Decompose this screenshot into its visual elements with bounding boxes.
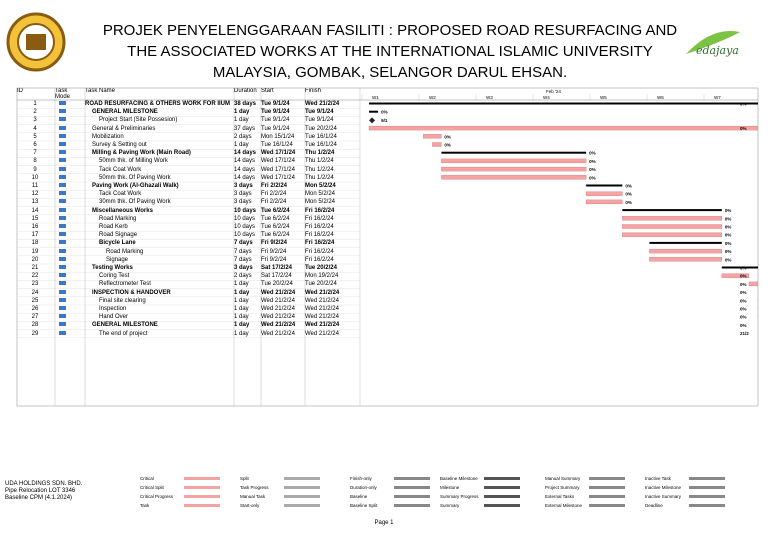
task-bar[interactable] xyxy=(622,233,722,237)
row-id: 23 xyxy=(31,281,39,288)
task-name: The end of project xyxy=(99,330,148,337)
legend-item: Task xyxy=(140,503,150,508)
legend-item: Inactive Task xyxy=(645,476,671,481)
task-name: Tack Coat Work xyxy=(99,166,142,173)
column-duration: Duration xyxy=(234,88,257,94)
task-duration: 14 days xyxy=(234,150,257,157)
task-bar-label: 0% xyxy=(625,183,632,189)
task-bar[interactable] xyxy=(649,249,721,253)
task-finish: Wed 21/2/24 xyxy=(305,306,339,312)
task-name: Road Signage xyxy=(99,232,138,239)
task-start: Wed 21/2/24 xyxy=(261,322,296,329)
row-id: 11 xyxy=(31,183,39,189)
task-start: Tue 9/1/24 xyxy=(261,101,290,107)
task-finish: Wed 21/2/24 xyxy=(305,297,339,304)
task-bar-label: 0% xyxy=(724,257,732,263)
row-id: 4 xyxy=(33,125,37,132)
task-name: INSPECTION & HANDOVER xyxy=(92,289,171,296)
task-finish: Tue 9/1/24 xyxy=(305,109,334,116)
timescale-week: W5 xyxy=(600,95,607,100)
task-duration: 38 days xyxy=(234,101,257,107)
task-bar-label: 0% xyxy=(589,167,596,173)
task-start: Tue 16/1/24 xyxy=(261,142,293,148)
row-id: 24 xyxy=(31,289,39,296)
task-name: Project Start (Site Possesion) xyxy=(99,117,178,124)
row-id: 14 xyxy=(31,207,39,214)
task-start: Tue 6/2/24 xyxy=(261,232,290,239)
task-finish: Thu 1/2/24 xyxy=(305,174,334,181)
summary-bar[interactable] xyxy=(622,209,722,211)
legend-item: External Milestone xyxy=(545,503,583,508)
row-id: 10 xyxy=(31,174,39,181)
legend-swatch xyxy=(394,504,430,507)
task-bar-label: 0% xyxy=(740,126,747,132)
task-bar-label: 0% xyxy=(589,158,596,164)
legend-swatch xyxy=(484,504,520,507)
task-bar-label: 0% xyxy=(724,249,732,255)
task-name: Signage xyxy=(106,256,129,263)
row-id: 1 xyxy=(33,101,37,107)
task-start: Wed 17/1/24 xyxy=(261,174,295,181)
task-name: Survey & Setting out xyxy=(92,142,147,148)
legend-item: Baseline xyxy=(350,494,368,499)
task-bar[interactable] xyxy=(432,143,441,147)
task-name: Bicycle Lane xyxy=(99,240,136,247)
column-id: ID xyxy=(17,88,23,94)
task-bar[interactable] xyxy=(369,126,758,130)
task-finish: Tue 16/1/24 xyxy=(305,133,337,140)
legend-swatch xyxy=(184,495,220,498)
task-start: Sat 17/2/24 xyxy=(261,265,293,271)
company-name: UDA HOLDINGS SDN. BHD. xyxy=(5,481,83,487)
task-name: Road Marking xyxy=(99,215,137,222)
summary-bar[interactable] xyxy=(649,242,721,244)
task-name: Mobilization xyxy=(92,133,124,140)
task-bar[interactable] xyxy=(649,257,721,261)
row-id: 15 xyxy=(31,215,39,222)
task-bar-label: 0% xyxy=(381,109,388,115)
task-bar-label: 0% xyxy=(724,240,732,246)
legend-item: Inactive Summary xyxy=(645,494,682,499)
task-name: Road Kerb xyxy=(99,224,128,230)
timescale-week: W7 xyxy=(714,95,721,100)
task-bar[interactable] xyxy=(441,167,586,171)
legend-swatch xyxy=(284,504,320,507)
task-finish: Thu 1/2/24 xyxy=(305,166,334,173)
task-start: Tue 6/2/24 xyxy=(261,224,290,230)
column-task-mode: Task Mode xyxy=(55,88,71,100)
task-bar[interactable] xyxy=(423,134,441,138)
title-line-1: PROJEK PENYELENGGARAAN FASILITI : PROPOSED ROAD RESURFACING AND xyxy=(102,22,678,39)
task-start: Fri 2/2/24 xyxy=(261,199,287,206)
task-bar-label: 0% xyxy=(740,101,747,107)
task-start: Wed 17/1/24 xyxy=(261,158,295,165)
task-finish: Mon 5/2/24 xyxy=(305,191,336,198)
task-finish: Fri 16/2/24 xyxy=(305,215,334,222)
row-id: 6 xyxy=(33,142,37,148)
task-start: Fri 9/2/24 xyxy=(261,248,287,255)
legend-item: Split xyxy=(240,476,249,481)
timescale-week: W3 xyxy=(486,95,493,100)
summary-bar[interactable] xyxy=(369,111,378,113)
task-duration: 1 day xyxy=(234,289,250,296)
legend-swatch xyxy=(589,486,625,489)
summary-bar[interactable] xyxy=(441,152,586,154)
legend-swatch xyxy=(484,486,520,489)
task-duration: 7 days xyxy=(234,240,253,247)
task-bar-label: 0% xyxy=(740,322,747,328)
task-bar-label: 0% xyxy=(724,224,732,230)
task-finish: Tue 20/2/24 xyxy=(305,281,337,288)
row-id: 22 xyxy=(31,273,39,280)
task-bar[interactable] xyxy=(622,216,722,220)
task-duration: 3 days xyxy=(234,199,252,206)
summary-bar[interactable] xyxy=(586,185,622,187)
task-start: Wed 21/2/24 xyxy=(261,306,295,312)
legend-swatch xyxy=(484,495,520,498)
task-start: Tue 9/1/24 xyxy=(261,125,290,132)
legend-swatch xyxy=(484,477,520,480)
task-finish: Thu 1/2/24 xyxy=(305,158,334,165)
row-id: 3 xyxy=(33,117,37,124)
task-finish: Fri 16/2/24 xyxy=(305,248,334,255)
task-duration: 10 days xyxy=(234,224,256,230)
task-start: Wed 21/2/24 xyxy=(261,314,295,321)
legend-item: Summary Progress xyxy=(440,494,479,499)
task-duration: 7 days xyxy=(234,256,252,263)
legend-item: Manual Task xyxy=(240,494,266,499)
row-id: 12 xyxy=(31,191,39,198)
task-bar-label: 0% xyxy=(740,314,747,320)
task-name: 50mm thk. Of Paving Work xyxy=(99,174,171,181)
task-start: Tue 20/2/24 xyxy=(261,281,293,288)
legend-swatch xyxy=(589,504,625,507)
row-id: 18 xyxy=(31,240,39,247)
task-duration: 10 days xyxy=(234,232,256,239)
row-id: 26 xyxy=(31,306,39,312)
task-name: Final site clearing xyxy=(99,297,146,304)
task-bar[interactable] xyxy=(749,282,758,286)
legend-swatch xyxy=(689,504,725,507)
task-duration: 3 days xyxy=(234,191,252,198)
row-id: 29 xyxy=(31,330,39,337)
task-name: Milling & Paving Work (Main Road) xyxy=(92,150,191,157)
row-id: 27 xyxy=(31,314,39,321)
timescale xyxy=(362,89,721,100)
legend-swatch xyxy=(394,477,430,480)
legend-swatch xyxy=(184,486,220,489)
task-finish: Fri 16/2/24 xyxy=(305,207,335,214)
task-bar-label: 0% xyxy=(444,142,451,148)
legend-item: Finish-only xyxy=(350,476,372,481)
task-finish: Tue 20/2/24 xyxy=(305,125,337,132)
task-duration: 2 days xyxy=(234,133,252,140)
legend-item: Summary xyxy=(440,503,460,508)
task-name: GENERAL MILESTONE xyxy=(92,109,158,116)
legend-item: Task Progress xyxy=(240,485,269,490)
task-name: Testing Works xyxy=(92,265,133,271)
legend-item: Duration-only xyxy=(350,485,377,490)
task-bar[interactable] xyxy=(622,225,722,229)
timescale-week: W6 xyxy=(657,95,664,100)
task-bar-label: 0% xyxy=(740,290,747,296)
task-bar-label: 0% xyxy=(724,232,732,238)
legend-item: Manual Summary xyxy=(545,476,581,481)
task-finish: Wed 21/2/24 xyxy=(305,101,340,107)
row-id: 13 xyxy=(31,199,39,206)
column-start: Start xyxy=(261,88,274,94)
legend-swatch xyxy=(689,486,725,489)
timescale-month: Feb '24 xyxy=(546,89,561,94)
task-start: Wed 17/1/24 xyxy=(261,166,295,173)
task-start: Tue 9/1/24 xyxy=(261,109,290,116)
legend-swatch xyxy=(284,495,320,498)
task-bar-label: 0% xyxy=(724,208,732,214)
task-duration: 14 days xyxy=(234,166,256,173)
task-name: Road Marking xyxy=(106,248,144,255)
legend-item: External Tasks xyxy=(545,494,575,499)
row-id: 7 xyxy=(33,150,37,157)
legend-swatch xyxy=(689,477,725,480)
task-bar[interactable] xyxy=(441,159,586,163)
legend-swatch xyxy=(589,477,625,480)
legend-swatch xyxy=(589,495,625,498)
task-finish: Wed 21/2/24 xyxy=(305,322,340,329)
task-name: Reflectrometer Test xyxy=(99,281,151,288)
column-finish: Finish xyxy=(305,88,322,94)
task-name: Paving Work (Al-Ghazali Walk) xyxy=(92,183,179,189)
task-bar-label: 0% xyxy=(740,298,747,304)
task-finish: Wed 21/2/24 xyxy=(305,330,339,337)
row-id: 8 xyxy=(33,158,37,165)
task-duration: 1 day xyxy=(234,314,249,321)
svg-text:edajaya: edajaya xyxy=(696,44,739,57)
task-bar-label: 9/1 xyxy=(381,117,388,123)
task-duration: 1 day xyxy=(234,322,250,329)
legend-item: Critical xyxy=(140,476,154,481)
task-duration: 1 day xyxy=(234,306,249,312)
task-start: Tue 9/1/24 xyxy=(261,117,290,124)
task-name: General & Preliminaries xyxy=(92,125,156,132)
task-duration: 1 day xyxy=(234,109,250,116)
baseline-label: Baseline CPM (4.1.2024) xyxy=(5,495,73,501)
task-name: 50mm thk. of Milling Work xyxy=(99,158,168,165)
project-ref: Pipe Relocation LOT 3346 xyxy=(5,488,76,494)
legend-swatch xyxy=(394,486,430,489)
task-name: Tack Coat Work xyxy=(99,191,142,198)
task-duration: 14 days xyxy=(234,158,256,165)
task-start: Fri 9/2/24 xyxy=(261,240,288,247)
task-bar[interactable] xyxy=(441,175,586,179)
row-id: 28 xyxy=(31,322,39,329)
task-finish: Thu 1/2/24 xyxy=(305,150,335,157)
title-line-2: THE ASSOCIATED WORKS AT THE INTERNATIONAL ISLAMIC UNIVERSITY xyxy=(127,43,653,60)
task-bar-label: 0% xyxy=(740,265,747,271)
legend-item: Baseline Milestone xyxy=(440,476,478,481)
task-name: GENERAL MILESTONE xyxy=(92,322,158,329)
task-finish: Mon 19/2/24 xyxy=(305,273,339,280)
task-duration: 1 day xyxy=(234,297,249,304)
task-duration: 3 days xyxy=(234,183,253,189)
task-duration: 7 days xyxy=(234,248,252,255)
task-name: Hand Over xyxy=(99,314,129,321)
task-bar-label: 0% xyxy=(589,150,596,156)
task-start: Wed 21/2/24 xyxy=(261,330,295,337)
legend-swatch xyxy=(184,477,220,480)
task-start: Tue 6/2/24 xyxy=(261,215,290,222)
legend-swatch xyxy=(284,477,320,480)
timescale-week: W4 xyxy=(543,95,550,100)
task-bar[interactable] xyxy=(586,192,622,196)
legend-item: Start-only xyxy=(240,503,260,508)
task-finish: Tue 9/1/24 xyxy=(305,117,334,124)
task-start: Wed 21/2/24 xyxy=(261,289,296,296)
task-bar-label: 21/2 xyxy=(740,331,749,337)
task-finish: Tue 16/1/24 xyxy=(305,142,337,148)
task-duration: 1 day xyxy=(234,142,249,148)
row-id: 16 xyxy=(31,224,39,230)
summary-bar[interactable] xyxy=(369,103,758,105)
task-bar-label: 0% xyxy=(724,216,732,222)
task-finish: Tue 20/2/24 xyxy=(305,265,337,271)
task-start: Tue 6/2/24 xyxy=(261,207,290,214)
legend-item: Deadline xyxy=(645,503,663,508)
legend-item: Critical Progress xyxy=(140,494,174,499)
row-id: 19 xyxy=(31,248,39,255)
title-line-3: MALAYSIA, GOMBAK, SELANGOR DARUL EHSAN. xyxy=(212,64,568,81)
task-duration: 3 days xyxy=(234,265,253,271)
gantt-chart xyxy=(360,88,758,406)
row-id: 9 xyxy=(33,166,37,173)
task-duration: 10 days xyxy=(234,207,257,214)
task-name: Inspection xyxy=(99,306,127,312)
task-bar-label: 0% xyxy=(444,134,451,140)
row-id: 25 xyxy=(31,297,39,304)
row-id: 17 xyxy=(31,232,39,239)
row-id: 20 xyxy=(31,256,39,263)
task-bar-label: 0% xyxy=(740,273,747,279)
legend-item: Inactive Milestone xyxy=(645,485,682,490)
task-start: Fri 2/2/24 xyxy=(261,191,287,198)
row-id: 21 xyxy=(31,265,39,271)
task-bar[interactable] xyxy=(586,200,622,204)
task-duration: 1 day xyxy=(234,117,249,124)
task-duration: 2 days xyxy=(234,273,252,280)
task-mode-icon xyxy=(59,330,69,339)
page-number: Page 1 xyxy=(374,520,394,526)
legend-item: Critical Split xyxy=(140,485,164,490)
task-start: Fri 9/2/24 xyxy=(261,256,287,263)
task-finish: Mon 5/2/24 xyxy=(305,199,336,206)
legend-item: Baseline Split xyxy=(350,503,378,508)
task-duration: 37 days xyxy=(234,125,256,132)
task-finish: Fri 16/2/24 xyxy=(305,232,334,239)
task-start: Wed 17/1/24 xyxy=(261,150,296,157)
task-start: Fri 2/2/24 xyxy=(261,183,288,189)
legend-swatch xyxy=(184,504,220,507)
legend xyxy=(140,476,760,516)
task-start: Mon 15/1/24 xyxy=(261,133,295,140)
task-name: ROAD RESURFACING & OTHERS WORK FOR IIUM xyxy=(85,101,230,107)
task-finish: Fri 16/2/24 xyxy=(305,256,334,263)
task-finish: Fri 16/2/24 xyxy=(305,224,334,230)
task-finish: Wed 21/2/24 xyxy=(305,314,339,321)
timescale-week: W2 xyxy=(429,95,436,100)
task-name: 30mm thk. Of Paving Work xyxy=(99,199,171,206)
milestone-mark[interactable] xyxy=(369,117,375,123)
task-start: Sat 17/2/24 xyxy=(261,273,292,280)
legend-item: Project Summary xyxy=(545,485,580,490)
timescale-week: W1 xyxy=(372,95,379,100)
task-bar-label: 0% xyxy=(625,199,632,205)
task-duration: 1 day xyxy=(234,281,249,288)
column-task-name: Task Name xyxy=(85,88,116,94)
row-id: 5 xyxy=(33,133,37,140)
legend-swatch xyxy=(689,495,725,498)
task-finish: Fri 16/2/24 xyxy=(305,240,335,247)
task-bar-label: 0% xyxy=(740,281,747,287)
legend-item: Milestone xyxy=(440,485,460,490)
legend-swatch xyxy=(394,495,430,498)
task-start: Wed 21/2/24 xyxy=(261,297,295,304)
task-duration: 10 days xyxy=(234,215,256,222)
task-bar-label: 0% xyxy=(589,175,596,181)
task-bar-label: 0% xyxy=(740,306,747,312)
task-bar-label: 0% xyxy=(625,191,632,197)
task-finish: Mon 5/2/24 xyxy=(305,183,336,189)
task-name: Miscellaneous Works xyxy=(92,207,153,214)
task-duration: 1 day xyxy=(234,330,249,337)
task-duration: 14 days xyxy=(234,174,256,181)
legend-swatch xyxy=(284,486,320,489)
task-finish: Wed 21/2/24 xyxy=(305,289,340,296)
row-id: 2 xyxy=(33,109,37,116)
project-info xyxy=(5,481,82,502)
task-name: Coring Test xyxy=(99,273,130,280)
